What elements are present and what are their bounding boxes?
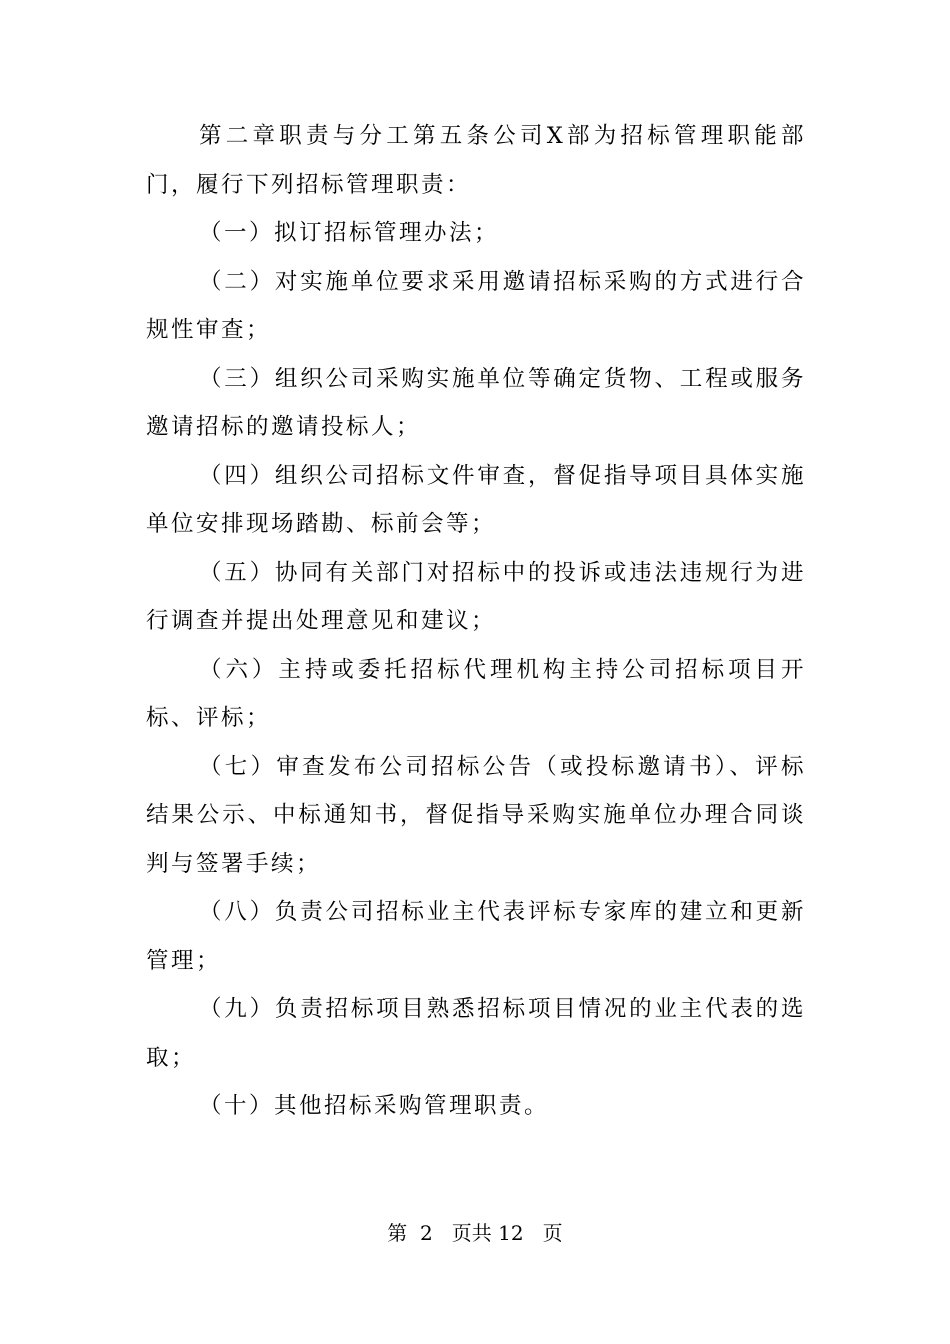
paragraph-duty-2: （二）对实施单位要求采用邀请招标采购的方式进行合规性审查； [146, 268, 806, 343]
paragraph-duty-7: （七）审查发布公司招标公告（或投标邀请书）、评标结果公示、中标通知书，督促指导采购实施单位办理合同谈判与签署手续； [146, 753, 806, 877]
paragraph-duty-5: （五）协同有关部门对招标中的投诉或违法违规行为进行调查并提出处理意见和建议； [146, 559, 806, 634]
paragraph-duty-3: （三）组织公司采购实施单位等确定货物、工程或服务邀请招标的邀请投标人； [146, 365, 806, 440]
document-body [146, 112, 806, 1131]
paragraph-duty-9: （九）负责招标项目熟悉招标项目情况的业主代表的选取； [146, 996, 806, 1071]
paragraph-duty-8: （八）负责公司招标业主代表评标专家库的建立和更新管理； [146, 899, 806, 974]
paragraph-duty-4: （四）组织公司招标文件审查，督促指导项目具体实施单位安排现场踏勘、标前会等； [146, 462, 806, 537]
paragraph-duty-6: （六）主持或委托招标代理机构主持公司招标项目开标、评标； [146, 656, 806, 731]
paragraph-chapter-intro: 第二章职责与分工第五条公司X部为招标管理职能部门，履行下列招标管理职责： [146, 123, 806, 198]
paragraph-duty-10: （十）其他招标采购管理职责。 [199, 1093, 550, 1119]
paragraph-duty-1: （一）拟订招标管理办法； [199, 220, 500, 246]
page-number-footer: 第 2 页共 12 页 [387, 1221, 563, 1245]
